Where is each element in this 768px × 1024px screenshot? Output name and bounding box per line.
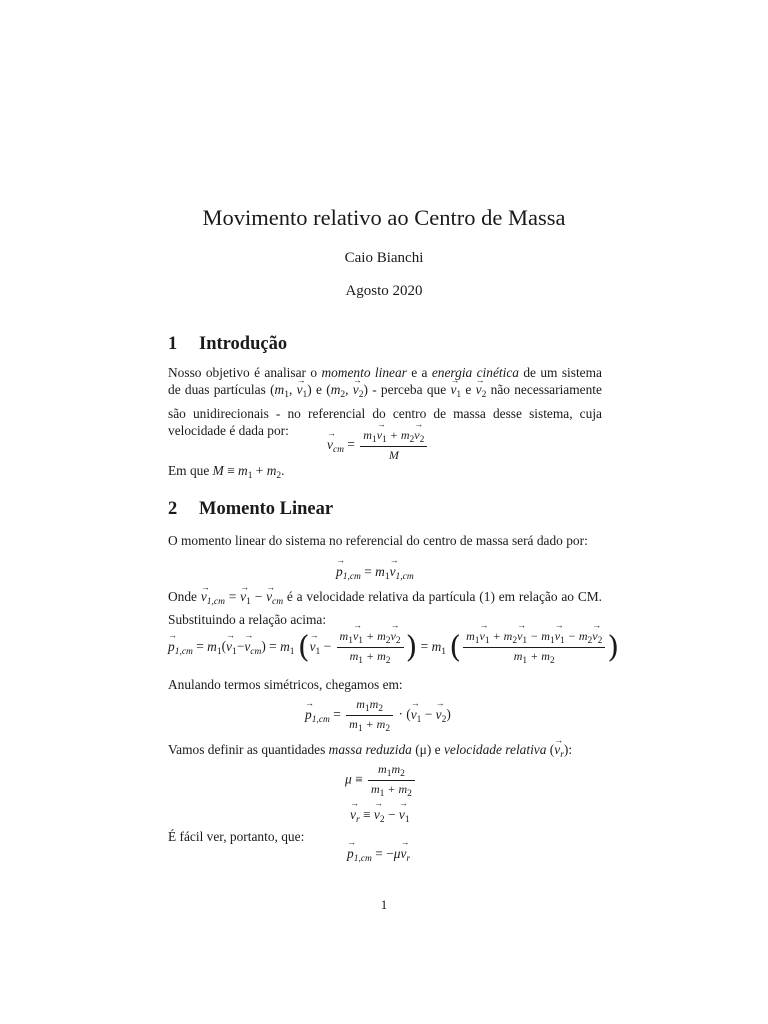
section-heading-2 (168, 499, 333, 520)
math: $m_1$, → $v_1$ (275, 382, 308, 397)
text: ): (563, 742, 573, 757)
section-title: Introdução (199, 334, 288, 354)
text: não necessariamente são unidirecionais - no referencial do centro de massa desse sistema, cuja velocidade é dada por: (168, 382, 602, 438)
math: $m_2$, → $v_2$ (331, 382, 364, 397)
emphasis: energia cinética (431, 365, 519, 380)
text: e (461, 382, 476, 398)
section-number: 1 (168, 334, 178, 354)
definir-paragraph: Vamos definir as quantidades massa reduzida (μ) e velocidade relativa (→ $v_r$): (168, 741, 602, 764)
math: → $v_2$ (476, 382, 487, 397)
onde-paragraph: Onde → $v_{1,cm}$ = → $v_1$ − → $v_{cm}$ é a velocidade relativa da partícula (1) em relação ao CM. Substituindo a relação acima: (168, 588, 602, 629)
text: ) - perceba que (363, 382, 451, 398)
equation-vcm: → $v_{cm}$ = $\frac{m_1\to v_1 + m_2\to v_2}{M}$ (327, 428, 429, 463)
text: Em que (168, 463, 213, 478)
author: Caio Bianchi (344, 250, 424, 266)
section-title: Momento Linear (199, 499, 334, 519)
emphasis: momento linear (321, 365, 407, 380)
equation-mu: μ ≡ $\frac{m_1m_2}{m_1 + m_2}$ (345, 762, 417, 799)
equation-p1cm: → $p_{1,cm} = m_1\to v_{1,cm}$ (336, 564, 414, 582)
math: → $v_1$ (450, 382, 461, 397)
text: ( (546, 742, 555, 757)
section-number: 2 (168, 499, 178, 519)
text: de um sistema de duas partículas ( (168, 365, 602, 398)
page-number: 1 (380, 897, 388, 912)
equation-substitution: → $p_{1,cm} = m_1(\to v_1-\to v_{cm}) = m_1$ (→ $v_1$ − $\frac{m_1\to v_1 + m_2\to v_2}{m_1 + m_2}$ ) = $m_1$ ( $\frac{m_1\to v_1 + m_2\to v_1 - m_1\to v_1 - m_2\to v_2}{m_1 + m_2}$ ) (168, 629, 619, 666)
text: Vamos definir as quantidades (168, 742, 329, 757)
text: Nosso objetivo é analisar o (168, 365, 322, 380)
momento-paragraph: O momento linear do sistema no referencial do centro de massa será dado por: (168, 533, 588, 548)
paper-title: Movimento relativo ao Centro de Massa (202, 205, 566, 230)
text: Onde (168, 589, 201, 604)
facil-paragraph: É fácil ver, portanto, que: (168, 829, 305, 844)
text: ) e ( (307, 382, 331, 398)
equation-vr: → $v_r$ ≡ → $v_2$ − → $v_1$ (350, 807, 410, 825)
text: (μ) e (411, 742, 444, 757)
equation-reduced: → $p_{1,cm}$ = $\frac{m_1m_2}{m_1 + m_2}$ · (→ $v_1$ − → $v_2$) (305, 697, 451, 734)
date: Agosto 2020 (345, 283, 423, 299)
text: é a velocidade relativa da partícula (1) em relação ao CM. Substituindo a relação acima: (168, 589, 603, 628)
anulando-paragraph: Anulando termos simétricos, chegamos em: (168, 677, 403, 692)
section-heading-1 (168, 334, 287, 355)
text: e a (406, 365, 432, 380)
equation-final: → $p_{1,cm} = -\mu\to v_r$ (347, 846, 410, 864)
emphasis: velocidade relativa (443, 742, 547, 757)
em-que-line: Em que $M \equiv m_1 + m_2$. (168, 463, 285, 481)
emphasis: massa reduzida (328, 742, 412, 757)
